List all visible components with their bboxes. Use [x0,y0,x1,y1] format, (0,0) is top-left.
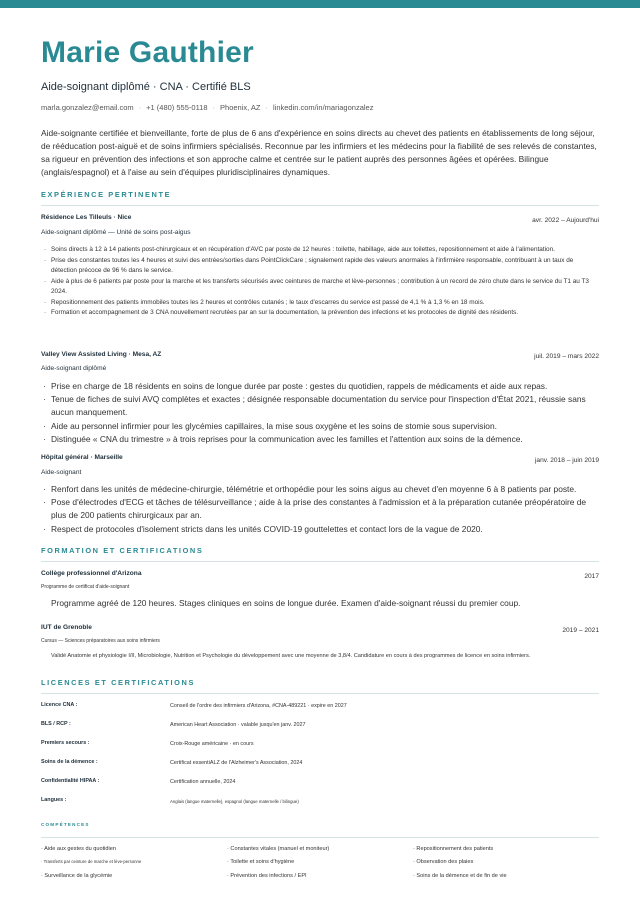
license-label: Licence CNA : [41,702,78,708]
list-item: · Tenue de fiches de suivi AVQ complètes et exactes ; désignée responsable documentation du service pour l'inspection d'État 2021, réussie sans aucun manquement. [41,393,599,419]
job-bullets [41,483,599,536]
school-name: Collège professionnel d'Arizona [41,570,142,577]
location: Phoenix, AZ [220,103,261,112]
list-item: · Pose d'électrodes d'ECG et tâches de télésurveillance ; aide à la prise des constantes à l'admission et à la préparation cutanée préopératoire de plus de 200 patients chirurgicaux par an. [41,496,599,522]
contact-line [41,103,373,112]
job-date: janv. 2018 – juin 2019 [534,457,599,464]
list-item: · Repositionnement des patients immobiles toutes les 2 heures et contrôles cutanés ; le taux d'escarres du service est passé de 4,1 % à 1,3 % en 18 mois. [41,298,599,309]
education-description: Programme agréé de 120 heures. Stages cliniques en soins de longue durée. Examen d'aide-soignant réussi du premier coup. [51,598,521,608]
section-divider [41,561,599,562]
job-role: Aide-soignant [41,469,82,476]
list-item: · Prise des constantes toutes les 4 heures et suivi des entrées/sorties dans PointClickCare ; signalement rapide des valeurs anormales à l'infirmière responsable, contribuant à un taux de détection précoce de 96 % dans le service. [41,256,599,277]
program-name: Programme de certificat d'aide-soignant [41,584,130,590]
job-org: Résidence Les Tilleuls · Nice [41,214,132,221]
job-org: Hôpital général · Marseille [41,454,123,461]
license-label: Langues : [41,797,67,803]
education-description: Validé Anatomie et physiologie I/II, Microbiologie, Nutrition et Psychologie du développement avec une moyenne de 3,8/4. Candidature en cours à des programmes de licence en soins infirmiers. [51,653,531,659]
license-value: Certification annuelle, 2024 [170,779,236,785]
license-label: BLS / RCP : [41,721,71,727]
skill-item: · Repositionnement des patients [413,846,493,852]
job-bullets [41,380,599,446]
skill-item: · Surveillance de la glycémie [41,873,112,879]
license-value: Conseil de l'ordre des infirmiers d'Arizona, #CNA-489221 · expire en 2027 [170,703,347,709]
education-date: 2017 [584,573,599,580]
list-item: · Aide à plus de 6 patients par poste pour la marche et les transferts sécurisés avec ceintures de marche et lève-personnes ; contribution à un record de zéro chute dans le service du T1 au T3 2024. [41,277,599,298]
education-date: 2019 – 2021 [562,627,599,634]
list-item: · Aide au personnel infirmier pour les glycémies capillaires, la mise sous oxygène et les soins de stomie sous supervision. [41,420,599,433]
section-divider [41,837,599,838]
license-value: Croix-Rouge américaine · en cours [170,741,254,747]
section-title-skills: COMPÉTENCES [41,822,90,827]
linkedin-link[interactable]: linkedin.com/in/mariagonzalez [272,103,374,112]
skill-item: · Soins de la démence et de fin de vie [413,873,507,879]
license-value: American Heart Association · valable jusqu'en janv. 2027 [170,722,306,728]
job-date: avr. 2022 – Aujourd'hui [532,217,599,224]
job-role: Aide-soignant diplômé [41,365,107,372]
section-title-experience: EXPÉRIENCE PERTINENTE [41,190,172,199]
top-accent-bar [0,0,640,8]
program-name: Cursus — Sciences préparatoires aux soins infirmiers [41,638,160,644]
license-label: Soins de la démence : [41,759,98,765]
contact-separator: · [138,103,142,112]
skill-item: · Prévention des infections / EPI [227,873,307,879]
job-role: Aide-soignant diplômé — Unité de soins post-aigus [41,229,191,236]
skill-item: · Toilette et soins d'hygiène [227,859,294,865]
license-label: Confidentialité HIPAA : [41,778,100,784]
license-label: Premiers secours : [41,740,90,746]
email-link[interactable]: marla.gonzalez@email.com [41,103,134,112]
section-title-licenses: LICENCES ET CERTIFICATIONS [41,678,195,687]
list-item: · Distinguée « CNA du trimestre » à trois reprises pour la communication avec les familles et l'attention aux soins de la démence. [41,433,599,446]
professional-summary: Aide-soignante certifiée et bienveillante, forte de plus de 6 ans d'expérience en soins directs au chevet des patients en établissements de long séjour, de rééducation post-aiguë et de soins infirmiers spécialisés. Reconnue par les infirmiers et les médecins pour la fiabilité de ses relevés de constantes, sa rigueur en prévention des infections et son approche calme et centrée sur le patient auprès des personnes âgées et opérées. Bilingue (anglais/espagnol) et à l'aise au sein d'équipes pluridisciplinaires dynamiques. [41,128,597,177]
school-name: IUT de Grenoble [41,624,92,631]
list-item: · Soins directs à 12 à 14 patients post-chirurgicaux et en récupération d'AVC par poste de 12 heures : toilette, habillage, aide aux toilettes, repositionnement et aide à l'alimentation. [41,245,599,256]
list-item: · Renfort dans les unités de médecine-chirurgie, télémétrie et orthopédie pour les soins aigus au chevet d'en moyenne 6 à 8 patients par poste. [41,483,599,496]
skill-item: · Observation des plaies [413,859,473,865]
section-divider [41,693,599,694]
section-divider [41,205,599,206]
section-title-education: FORMATION ET CERTIFICATIONS [41,546,204,555]
job-date: juil. 2019 – mars 2022 [534,353,599,360]
license-value: Certificat essentiALZ de l'Alzheimer's Association, 2024 [170,760,303,766]
candidate-name: Marie Gauthier [41,36,254,69]
headline: Aide-soignant diplômé · CNA · Certifié BLS [41,81,251,93]
list-item: · Formation et accompagnement de 3 CNA nouvellement recrutées par an sur la documentation, la prévention des infections et les protocoles de dignité des résidents. [41,308,599,319]
contact-separator: · [212,103,216,112]
skill-item: · Constantes vitales (manuel et moniteur) [227,846,329,852]
skill-item: · Aide aux gestes du quotidien [41,846,116,852]
license-value: Anglais (langue maternelle), espagnol (langue maternelle / bilingue) [170,799,299,804]
skill-item: · Transferts par ceinture de marche et lève-personne [41,859,141,864]
job-bullets [41,245,599,319]
list-item: · Prise en charge de 18 résidents en soins de longue durée par poste : gestes du quotidien, rappels de médicaments et aide aux repas. [41,380,599,393]
contact-separator: · [265,103,268,112]
phone-number: +1 (480) 555-0118 [146,103,208,112]
job-org: Valley View Assisted Living · Mesa, AZ [41,351,162,358]
list-item: · Respect de protocoles d'isolement stricts dans les unités COVID-19 gouttelettes et contact lors de la vague de 2020. [41,523,599,536]
